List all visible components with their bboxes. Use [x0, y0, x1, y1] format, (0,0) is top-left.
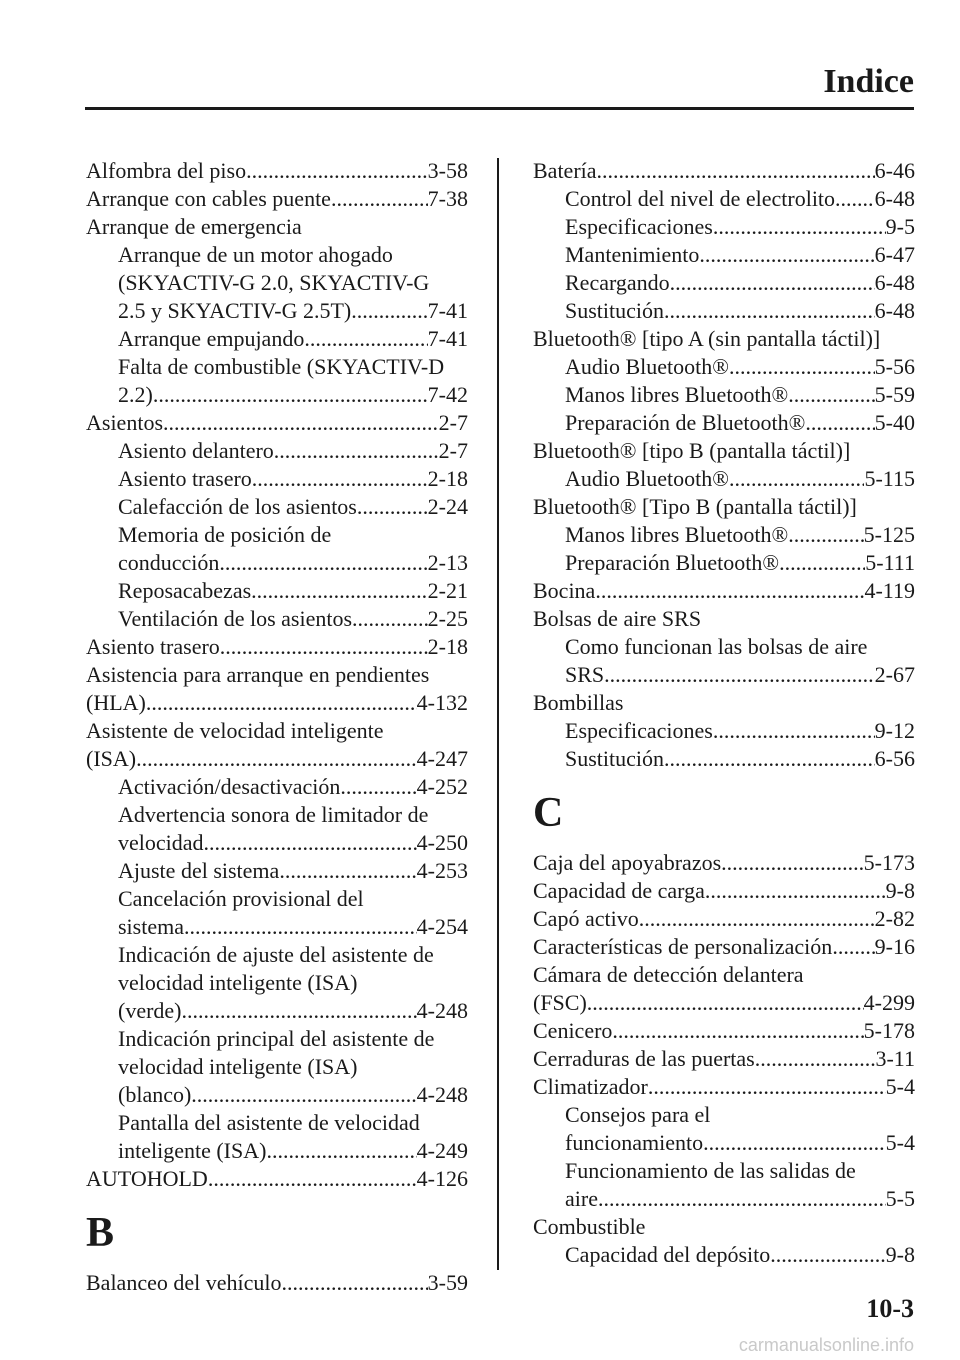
dot-leader: [597, 157, 875, 185]
dot-leader: [703, 1129, 886, 1157]
page-reference: 9-12: [874, 718, 915, 743]
entry-text: sistema: [118, 914, 184, 939]
index-entry: [86, 661, 468, 717]
index-subentry: [86, 577, 468, 605]
entry-text: Reposacabezas: [118, 578, 252, 603]
page-reference: 6-48: [874, 186, 915, 211]
dot-leader: [770, 1241, 885, 1269]
entry-text: Control del nivel de electrolito: [565, 186, 836, 211]
entry-text-line: Arranque de un motor ahogado: [118, 242, 393, 267]
index-subentry: [86, 801, 468, 857]
dot-leader: [713, 213, 886, 241]
section-letter: B: [86, 1210, 115, 1256]
index-subentry: [86, 493, 468, 521]
index-subentry: [86, 885, 468, 941]
index-subentry: [533, 549, 915, 577]
entry-text-line: Como funcionan las bolsas de aire: [565, 634, 868, 659]
page-reference: 5-5: [885, 1186, 915, 1211]
dot-leader: [705, 877, 886, 905]
dot-leader: [587, 989, 864, 1017]
index-entry: [86, 717, 468, 773]
entry-text-line: Advertencia sonora de limitador de: [118, 802, 429, 827]
entry-text: Batería: [533, 158, 597, 183]
dot-leader: [352, 605, 428, 633]
entry-text: aire: [565, 1186, 598, 1211]
entry-text: Cerraduras de las puertas: [533, 1046, 755, 1071]
entry-text-line: velocidad inteligente (ISA): [118, 970, 358, 995]
dot-leader: [219, 549, 427, 577]
column-divider: [497, 158, 499, 1270]
page-reference: 6-48: [874, 298, 915, 323]
page-reference: 5-115: [864, 466, 915, 491]
page-title: Indice: [823, 63, 914, 100]
index-entry: [86, 213, 468, 241]
page-reference: 6-48: [874, 270, 915, 295]
entry-text-line: Asistencia para arranque en pendientes: [86, 662, 430, 687]
entry-text-line: Consejos para el: [565, 1102, 711, 1127]
page-reference: 9-16: [874, 934, 915, 959]
dot-leader: [835, 185, 875, 213]
index-entry: [533, 877, 915, 905]
page-reference: 4-119: [864, 578, 915, 603]
index-entry: [86, 157, 468, 185]
index-subentry: [86, 437, 468, 465]
entry-text: Combustible: [533, 1214, 646, 1239]
page-number: 10-3: [866, 1294, 914, 1323]
entry-text: Bluetooth® [tipo A (sin pantalla táctil)]: [533, 326, 881, 351]
entry-text-line: Falta de combustible (SKYACTIV-D: [118, 354, 445, 379]
entry-text: Sustitución: [565, 298, 665, 323]
page-reference: 5-178: [863, 1018, 915, 1043]
entry-text: Especificaciones: [565, 214, 713, 239]
entry-text: velocidad: [118, 830, 204, 855]
page-reference: 9-8: [885, 878, 915, 903]
entry-text: Bocina: [533, 578, 596, 603]
page-reference: 2-25: [427, 606, 468, 631]
index-entry: [86, 633, 468, 661]
index-subentry: [86, 353, 468, 409]
entry-text: Preparación de Bluetooth®: [565, 410, 806, 435]
entry-text: SRS: [565, 662, 605, 687]
entry-text: (FSC): [533, 990, 587, 1015]
page-reference: 3-59: [427, 1270, 468, 1295]
entry-text-line: (SKYACTIV-G 2.0, SKYACTIV-G: [118, 270, 430, 295]
dot-leader: [252, 465, 428, 493]
dot-leader: [251, 577, 428, 605]
index-entry: [533, 1017, 915, 1045]
dot-leader: [664, 297, 875, 325]
page-reference: 4-252: [416, 774, 468, 799]
dot-leader: [612, 1017, 863, 1045]
dot-leader: [729, 353, 875, 381]
entry-text: Manos libres Bluetooth®: [565, 522, 789, 547]
dot-leader: [755, 1045, 876, 1073]
index-subentry: [86, 465, 468, 493]
index-entry: [533, 961, 915, 1017]
dot-leader: [721, 849, 864, 877]
entry-text: Arranque con cables puente: [86, 186, 331, 211]
dot-leader: [604, 661, 875, 689]
entry-text: Recargando: [565, 270, 670, 295]
index-column-left: [86, 157, 468, 1297]
index-subentry: [533, 1241, 915, 1269]
index-subentry: [533, 409, 915, 437]
page-reference: 9-5: [885, 214, 915, 239]
entry-text: Asiento delantero: [118, 438, 274, 463]
entry-text-line: Funcionamiento de las salidas de: [565, 1158, 856, 1183]
dot-leader: [670, 269, 875, 297]
entry-text: Bluetooth® [tipo B (pantalla táctil)]: [533, 438, 851, 463]
entry-text: Capacidad de carga: [533, 878, 705, 903]
dot-leader: [204, 829, 417, 857]
index-entry: [533, 1213, 915, 1241]
index-subentry: [533, 241, 915, 269]
index-subentry: [533, 1157, 915, 1213]
entry-text-line: Indicación principal del asistente de: [118, 1026, 435, 1051]
index-entry: [533, 493, 915, 521]
entry-text: Caja del apoyabrazos: [533, 850, 722, 875]
index-entry: [533, 605, 915, 633]
dot-leader: [340, 773, 416, 801]
index-entry: [533, 849, 915, 877]
dot-leader: [595, 577, 864, 605]
page-reference: 5-40: [874, 410, 915, 435]
page-reference: 2-67: [874, 662, 915, 687]
index-entry: [533, 933, 915, 961]
index-subentry: [86, 325, 468, 353]
entry-text: Preparación Bluetooth®: [565, 550, 780, 575]
dot-leader: [729, 465, 864, 493]
entry-text: Bluetooth® [Tipo B (pantalla táctil)]: [533, 494, 857, 519]
page-reference: 6-46: [874, 158, 915, 183]
dot-leader: [279, 857, 416, 885]
index-entry: [86, 409, 468, 437]
index-subentry: [86, 1025, 468, 1109]
page-reference: 6-56: [874, 746, 915, 771]
dot-leader: [648, 1073, 886, 1101]
index-subentry: [86, 857, 468, 885]
page-reference: 7-38: [427, 186, 468, 211]
page-reference: 4-247: [416, 746, 468, 771]
entry-text: Asiento trasero: [118, 466, 252, 491]
dot-leader: [331, 185, 428, 213]
entry-text: 2.5 y SKYACTIV-G 2.5T): [118, 298, 352, 323]
page-reference: 5-59: [874, 382, 915, 407]
index-subentry: [533, 269, 915, 297]
page-reference: 2-7: [438, 410, 468, 435]
page-reference: 4-249: [416, 1138, 468, 1163]
index-subentry: [533, 465, 915, 493]
entry-text-line: Memoria de posición de: [118, 522, 332, 547]
page-reference: 2-82: [874, 906, 915, 931]
entry-text: Arranque empujando: [118, 326, 305, 351]
dot-leader: [699, 241, 874, 269]
dot-leader: [281, 1269, 427, 1297]
page-reference: 2-13: [427, 550, 468, 575]
entry-text: Capó activo: [533, 906, 639, 931]
entry-text: (blanco): [118, 1082, 192, 1107]
dot-leader: [598, 1185, 886, 1213]
index-subentry: [86, 605, 468, 633]
entry-text: Asiento trasero: [86, 634, 220, 659]
entry-text: conducción: [118, 550, 220, 575]
entry-text: Balanceo del vehículo: [86, 1270, 282, 1295]
entry-text: Alfombra del piso: [86, 158, 247, 183]
entry-text: Asientos: [86, 410, 163, 435]
index-subentry: [533, 353, 915, 381]
index-subentry: [86, 941, 468, 1025]
index-entry: [533, 689, 915, 717]
entry-text-line: Cámara de detección delantera: [533, 962, 804, 987]
entry-text: Activación/desactivación: [118, 774, 341, 799]
entry-text: AUTOHOLD: [86, 1166, 208, 1191]
dot-leader: [146, 689, 417, 717]
index-entry: [533, 437, 915, 465]
page-reference: 4-248: [416, 1082, 468, 1107]
page-reference: 4-299: [863, 990, 915, 1015]
index-subentry: [86, 1109, 468, 1165]
dot-leader: [664, 745, 875, 773]
page-reference: 5-4: [885, 1130, 915, 1155]
dot-leader: [246, 157, 428, 185]
dot-leader: [805, 409, 874, 437]
dot-leader: [639, 905, 875, 933]
index-subentry: [533, 745, 915, 773]
index-entry: [86, 1269, 468, 1297]
index-subentry: [86, 241, 468, 325]
page-reference: 4-248: [416, 998, 468, 1023]
entry-text-line: Pantalla del asistente de velocidad: [118, 1110, 420, 1135]
dot-leader: [208, 1165, 417, 1193]
page-reference: 5-4: [885, 1074, 915, 1099]
index-column-right: [533, 157, 915, 1269]
watermark: carmanualsonline.info: [738, 1335, 914, 1355]
entry-text: (ISA): [86, 746, 137, 771]
page-reference: 7-42: [427, 382, 468, 407]
entry-text: Bombillas: [533, 690, 624, 715]
dot-leader: [304, 325, 427, 353]
page-reference: 2-18: [427, 466, 468, 491]
dot-leader: [266, 1137, 416, 1165]
entry-text: Ventilación de los asientos: [118, 606, 353, 631]
entry-text: (HLA): [86, 690, 146, 715]
entry-text: Cenicero: [533, 1018, 613, 1043]
index-subentry: [533, 297, 915, 325]
page-reference: 2-21: [427, 578, 468, 603]
page-reference: 2-18: [427, 634, 468, 659]
index-entry: [533, 157, 915, 185]
entry-text: Audio Bluetooth®: [565, 466, 729, 491]
dot-leader: [191, 1081, 416, 1109]
index-subentry: [533, 381, 915, 409]
entry-text: inteligente (ISA): [118, 1138, 267, 1163]
entry-text: Especificaciones: [565, 718, 713, 743]
index-entry: [533, 325, 915, 353]
entry-text: Capacidad del depósito: [565, 1242, 771, 1267]
index-subentry: [533, 185, 915, 213]
index-entry: [533, 1073, 915, 1101]
dot-leader: [357, 493, 428, 521]
page-reference: 4-250: [416, 830, 468, 855]
section-letter: C: [533, 790, 564, 836]
entry-text: Características de personalización: [533, 934, 833, 959]
entry-text: Arranque de emergencia: [86, 214, 302, 239]
page-reference: 2-24: [427, 494, 468, 519]
entry-text: Manos libres Bluetooth®: [565, 382, 789, 407]
page-reference: 4-253: [416, 858, 468, 883]
index-entry: [533, 577, 915, 605]
entry-text: Audio Bluetooth®: [565, 354, 729, 379]
entry-text: Bolsas de aire SRS: [533, 606, 702, 631]
page-reference: 4-254: [416, 914, 468, 939]
dot-leader: [136, 745, 417, 773]
entry-text-line: Asistente de velocidad inteligente: [86, 718, 384, 743]
index-entry: [86, 185, 468, 213]
page-reference: 5-173: [863, 850, 915, 875]
dot-leader: [184, 913, 417, 941]
index-entry: [533, 905, 915, 933]
page-reference: 5-111: [865, 550, 915, 575]
dot-leader: [351, 297, 427, 325]
dot-leader: [182, 997, 417, 1025]
dot-leader: [788, 521, 863, 549]
index-subentry: [533, 717, 915, 745]
index-subentry: [86, 773, 468, 801]
entry-text: 2.2): [118, 382, 153, 407]
index-subentry: [533, 213, 915, 241]
dot-leader: [832, 933, 874, 961]
entry-text-line: Cancelación provisional del: [118, 886, 364, 911]
index-subentry: [86, 521, 468, 577]
index-subentry: [533, 633, 915, 689]
page-reference: 4-132: [416, 690, 468, 715]
entry-text: Sustitución: [565, 746, 665, 771]
entry-text: (verde): [118, 998, 182, 1023]
entry-text-line: velocidad inteligente (ISA): [118, 1054, 358, 1079]
dot-leader: [153, 381, 428, 409]
dot-leader: [779, 549, 865, 577]
entry-text: Ajuste del sistema: [118, 858, 280, 883]
index-entry: [86, 1165, 468, 1193]
page-reference: 3-11: [875, 1046, 915, 1071]
index-subentry: [533, 1101, 915, 1157]
page-reference: 4-126: [416, 1166, 468, 1191]
dot-leader: [713, 717, 875, 745]
page-reference: 2-7: [438, 438, 468, 463]
page-reference: 5-125: [863, 522, 915, 547]
header-rule: [85, 107, 914, 110]
entry-text: funcionamiento: [565, 1130, 704, 1155]
page-reference: 6-47: [874, 242, 915, 267]
page-reference: 7-41: [427, 298, 468, 323]
page-reference: 5-56: [874, 354, 915, 379]
entry-text: Calefacción de los asientos: [118, 494, 357, 519]
index-subentry: [533, 521, 915, 549]
dot-leader: [788, 381, 874, 409]
page-reference: 3-58: [427, 158, 468, 183]
dot-leader: [163, 409, 439, 437]
entry-text: Mantenimiento: [565, 242, 700, 267]
page-reference: 9-8: [885, 1242, 915, 1267]
index-entry: [533, 1045, 915, 1073]
dot-leader: [220, 633, 428, 661]
entry-text-line: Indicación de ajuste del asistente de: [118, 942, 434, 967]
dot-leader: [274, 437, 439, 465]
page-reference: 7-41: [427, 326, 468, 351]
entry-text: Climatizador: [533, 1074, 648, 1099]
